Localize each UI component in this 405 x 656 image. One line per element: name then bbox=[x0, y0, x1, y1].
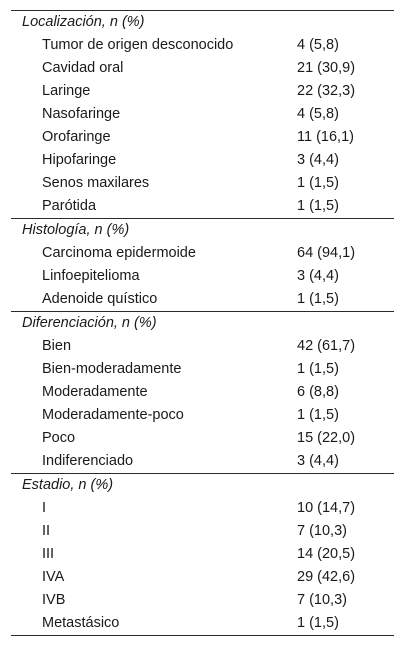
table-row bbox=[11, 404, 394, 427]
table-row bbox=[11, 265, 394, 288]
table-row bbox=[11, 172, 394, 195]
row-value: 10 (14,7) bbox=[297, 500, 356, 516]
row-value: 1 (1,5) bbox=[297, 175, 339, 191]
row-label: I bbox=[42, 500, 47, 516]
row-label: Indiferenciado bbox=[42, 453, 134, 469]
table-row bbox=[11, 103, 394, 126]
section-diferenciacion bbox=[11, 312, 394, 474]
row-label: Senos maxilares bbox=[42, 175, 150, 191]
table-row bbox=[11, 381, 394, 404]
table-row bbox=[11, 126, 394, 149]
row-value: 42 (61,7) bbox=[297, 338, 356, 354]
row-label: IVA bbox=[42, 569, 65, 585]
row-label: Bien bbox=[42, 338, 72, 354]
row-label: Laringe bbox=[42, 83, 91, 99]
table-row bbox=[11, 566, 394, 589]
row-value: 22 (32,3) bbox=[297, 83, 356, 99]
row-label: Bien-moderadamente bbox=[42, 361, 182, 377]
row-label: Moderadamente bbox=[42, 384, 148, 400]
row-label: Tumor de origen desconocido bbox=[42, 37, 234, 53]
row-label: Moderadamente-poco bbox=[42, 407, 184, 423]
section-localizacion bbox=[11, 11, 394, 219]
table-row bbox=[11, 57, 394, 80]
row-label: III bbox=[42, 546, 55, 562]
section-header: Estadio, n (%) bbox=[22, 477, 114, 493]
table-row bbox=[11, 80, 394, 103]
row-label: Parótida bbox=[42, 198, 97, 214]
table-row bbox=[11, 612, 394, 635]
row-label: II bbox=[42, 523, 51, 539]
row-value: 4 (5,8) bbox=[297, 106, 339, 122]
row-value: 6 (8,8) bbox=[297, 384, 339, 400]
row-value: 7 (10,3) bbox=[297, 523, 347, 539]
row-value: 7 (10,3) bbox=[297, 592, 347, 608]
table-row bbox=[11, 195, 394, 218]
data-table bbox=[11, 10, 394, 636]
section-histologia bbox=[11, 219, 394, 312]
row-value: 1 (1,5) bbox=[297, 407, 339, 423]
row-label: Orofaringe bbox=[42, 129, 111, 145]
row-label: Carcinoma epidermoide bbox=[42, 245, 196, 261]
row-value: 1 (1,5) bbox=[297, 198, 339, 214]
row-value: 1 (1,5) bbox=[297, 291, 339, 307]
table-row bbox=[11, 34, 394, 57]
row-label: Hipofaringe bbox=[42, 152, 117, 168]
table-row bbox=[11, 543, 394, 566]
row-value: 64 (94,1) bbox=[297, 245, 356, 261]
section-estadio bbox=[11, 474, 394, 635]
row-value: 3 (4,4) bbox=[297, 453, 339, 469]
table-row bbox=[11, 450, 394, 473]
table-row bbox=[11, 520, 394, 543]
row-label: Adenoide quístico bbox=[42, 291, 158, 307]
row-label: Poco bbox=[42, 430, 76, 446]
table-row bbox=[11, 427, 394, 450]
table-row bbox=[11, 288, 394, 311]
row-value: 3 (4,4) bbox=[297, 152, 339, 168]
row-label: Metastásico bbox=[42, 615, 120, 631]
table-row bbox=[11, 497, 394, 520]
row-value: 4 (5,8) bbox=[297, 37, 339, 53]
table-row bbox=[11, 149, 394, 172]
row-value: 11 (16,1) bbox=[297, 129, 354, 145]
section-header: Localización, n (%) bbox=[22, 14, 145, 30]
row-value: 29 (42,6) bbox=[297, 569, 356, 585]
row-label: Linfoepitelioma bbox=[42, 268, 140, 284]
row-label: Nasofaringe bbox=[42, 106, 121, 122]
row-value: 3 (4,4) bbox=[297, 268, 339, 284]
row-value: 14 (20,5) bbox=[297, 546, 356, 562]
row-label: Cavidad oral bbox=[42, 60, 124, 76]
row-value: 1 (1,5) bbox=[297, 361, 339, 377]
table-row bbox=[11, 242, 394, 265]
table-row bbox=[11, 335, 394, 358]
row-label: IVB bbox=[42, 592, 66, 608]
row-value: 21 (30,9) bbox=[297, 60, 356, 76]
row-value: 15 (22,0) bbox=[297, 430, 356, 446]
row-value: 1 (1,5) bbox=[297, 615, 339, 631]
section-header: Diferenciación, n (%) bbox=[22, 315, 157, 331]
table-row bbox=[11, 358, 394, 381]
table-row bbox=[11, 589, 394, 612]
section-header: Histología, n (%) bbox=[22, 222, 130, 238]
